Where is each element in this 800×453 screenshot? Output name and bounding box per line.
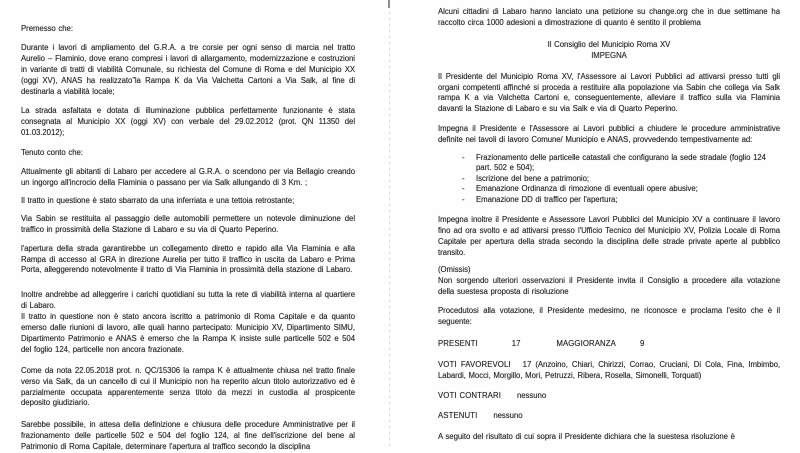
presenti-label: PRESENTI — [438, 339, 478, 349]
paragraph-impegna-chiudere: Impegna il Presidente e l'Assessore ai Lavori pubblici a chiudere le procedure amministrative definite nei tavoli di lavoro Comune/ Municipio e ANAS, provvedendo tempestivamente ad: — [438, 124, 780, 145]
paragraph-presidente-attivarsi: Il Presidente del Municipio Roma XV, l'Assessore ai Lavori Pubblici ad attivarsi presso tutti gli organi competenti affinché si proceda a restituire alla popolazione via Sabin che collega via Salk rampa K a via Valchetta Cartoni e, conseguentemente, alleviare il traffico sulla via Flaminia davanti la Stazione di Labaro e su via Salk e via di Quarto Peperino. — [438, 71, 780, 114]
voti-contrari-row — [438, 391, 780, 402]
astenuti-label: ASTENUTI — [438, 410, 478, 420]
omissis-block — [438, 265, 780, 298]
voti-contrari-label: VOTI CONTRARI — [438, 390, 501, 400]
tenuto-conto-heading: Tenuto conto che: — [21, 148, 83, 158]
bullet-iscrizione: - Iscrizione del bene a patrimonio; — [462, 174, 780, 184]
paragraph-strada-consegnata: La strada asfaltata e dotata di illuminazione pubblica perfettamente funzionante è stata consegnata al Municipio XX (oggi XV) con verbale del 29.02.2012 (prot. QN 11350 del 01.03.2012); — [21, 106, 355, 138]
paragraph-apertura-strada: l'apertura della strada garantirebbe un collegamento diretto e rapido alla Via Flaminia e alla Rampa di accesso al GRA in direzione Aurelia per tutto il traffico in uscita da Labaro e Prima Porta, alleggerendo notevolmente il tratto di Via Flaminia in prossimità della stazione di Labaro. — [21, 243, 355, 275]
astenuti-row — [438, 411, 780, 422]
paragraph-impegna-inoltre: Impegna inoltre il Presidente e Assessore Lavori Pubblici del Municipio XV a continuare il lavoro fino ad ora svolto e ad attivarsi presso l'Ufficio Tecnico del Municipio XV, Polizia Locale di Roma Capitale per apertura della strada secondo la disciplina delle strade private aperte al pubblico transito. — [438, 215, 780, 257]
paragraph-petizione: Alcuni cittadini di Labaro hanno lanciato una petizione su change.org che in due settimane ha raccolto circa 1000 adesioni a dimostrazione di quanto è sentito il problema — [438, 7, 780, 27]
paragraph-non-sorgendo: Non sorgendo ulteriori osservazioni il Presidente invita il Consiglio a procedere alla votazione della suestesa proposta di risoluzione — [438, 275, 780, 296]
paragraph-patrimonio-frazionate: Il tratto in questione non è stato ancora iscritto a patrimonio di Roma Capitale e da quanto emerso dalle riunioni di lavoro, alle quali hanno partecipato: Municipio XV, Dipartimento SIMU, Dipartimento Patrimonio e ANAS è emerso che la Rampa K insiste sulle particelle 502 e 504 del foglio 124, particelle non ancora frazionate. — [21, 312, 355, 354]
omissis-label: (Omissis) — [438, 264, 471, 274]
maggioranza-label: MAGGIORANZA — [556, 339, 616, 349]
impegni-bullet-list — [438, 153, 780, 205]
bullet-ordinanza: - Emanazione Ordinanza di rimozione di eventuali opere abusive; — [462, 184, 780, 194]
right-column — [438, 7, 780, 443]
consiglio-heading: Il Consiglio del Municipio Roma XV — [547, 39, 671, 49]
paragraph-gra-works: Durante i lavori di ampliamento del G.R.A. a tre corsie per ogni senso di marcia nel tratto Aurelio – Flaminio, dove erano compresi i lavori di allargamento, modernizzazione e costruzioni in variante di tratti di viabilità Comunale, su richiesta del Comune di Roma e del Municipio XX (oggi XV), ANAS ha realizzato”la Rampa K da Via Valchetta Cartoni a Via Salk, al fine di destinarla a viabilità locale; — [21, 42, 355, 96]
voti-favorevoli-value: 17 (Anzoino, Chiari, Chirizzi, Corrao, Cruciani, Di Cola, Fina, Imbimbo, Labardi, Mocci, Morgillo, Mori, Petruzzi, Ribera, Rosella, Simonelli, Torquati) — [438, 360, 781, 381]
paragraph-attualmente: Attualmente gli abitanti di Labaro per accedere al G.R.A. o scendono per via Bellagio creando un ingorgo all'incrocio della Flaminia o passano per via Salk allungando di 3 Km. ; — [21, 167, 355, 187]
astenuti-value: nessuno — [493, 410, 523, 420]
voti-contrari-value: nessuno — [516, 390, 547, 400]
bullet-dd-traffico: - Emanazione DD di traffico per l'apertura; — [462, 195, 780, 205]
paragraph-sarebbe-possibile: Sarebbe possibile, in attesa della definizione e chiusura delle procedure Amministrative per il frazionamento delle particelle 502 e 504 del foglio 124, al fine dell'iscrizione del bene al Patrimonio di Roma Capitale, determinare l'apertura al traffico secondo la disciplina — [21, 420, 355, 452]
presenti-value: 17 — [511, 339, 521, 349]
voti-favorevoli-row — [438, 360, 780, 382]
paragraph-procedutosi: Procedutosi alla votazione, il Presidente medesimo, ne riconosce e proclama l'esito che è il seguente: — [438, 306, 780, 327]
voti-favorevoli-label: VOTI FAVOREVOLI — [438, 360, 511, 370]
bullet-frazionamento: - Frazionamento delle particelle catastali che configurano la sede stradale (foglio 124 part. 502 e 504); — [462, 153, 780, 174]
maggioranza-value: 9 — [639, 339, 645, 349]
impegna-heading: IMPEGNA — [591, 50, 627, 60]
paragraph-inoltre-alleggerire: Inoltre andrebbe ad alleggerire i carichi quotidiani su tutta la rete di viabilità interna al quartiere di Labaro. — [21, 290, 355, 311]
page-seam-divider — [389, 0, 390, 450]
paragraph-tratto-sbarrato: Il tratto in questione è stato sbarrato da una inferriata e una tettoia retrostante; — [21, 195, 295, 205]
paragraph-nota-cancello: Come da nota 22.05.2018 prot. n. QC/15306 la rampa K è attualmente chiusa nel tratto finale verso via Salk, da un cancello di cui il Municipio non ha reperito alcun titolo autorizzativo ed è parzialmente occupata apparentemente senza titolo da mezzi in custodia al prospicente deposito giudiziario. — [21, 365, 355, 408]
presenti-maggioranza-row — [438, 339, 780, 350]
paragraph-via-sabin: Via Sabin se restituita al passaggio delle automobili permettere un notevole diminuzione del traffico in prossimità della Stazione di Labaro e su via di Quarto Peperino. — [21, 213, 355, 234]
premesso-heading: Premesso che: — [21, 24, 73, 33]
paragraph-seguito-risultato: A seguito del risultato di cui sopra il Presidente dichiara che la suestesa risoluzione è — [438, 431, 735, 441]
left-column — [21, 24, 355, 453]
page-seam-top-mark — [388, 0, 390, 8]
